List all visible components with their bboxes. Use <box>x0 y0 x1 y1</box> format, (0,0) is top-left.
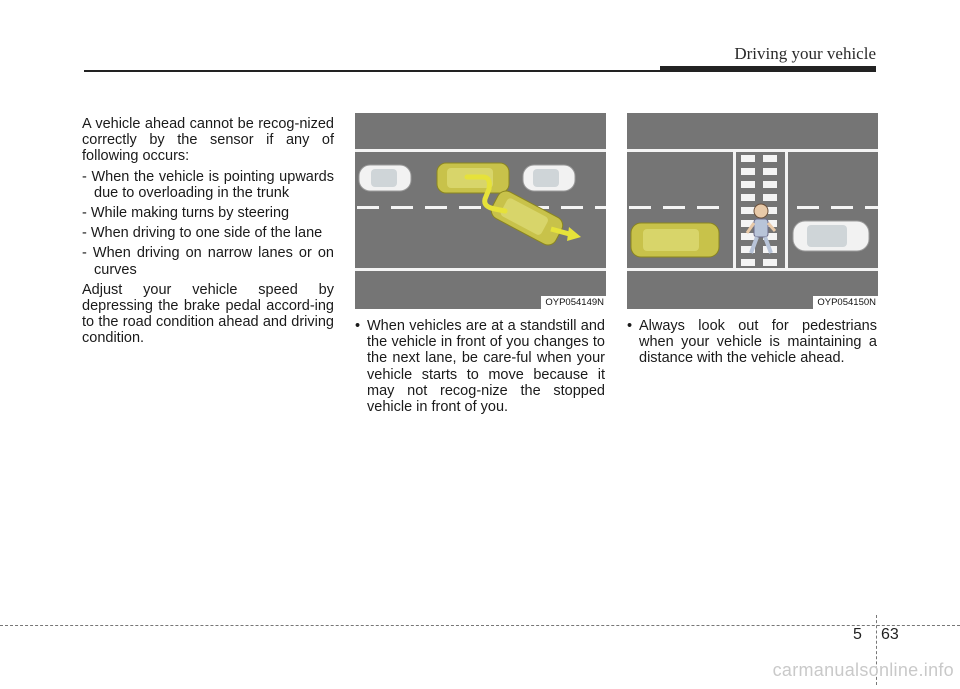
standstill-caution-column <box>355 318 605 415</box>
stopped-car-right-icon <box>523 165 575 191</box>
vehicle-ahead-icon <box>793 221 869 251</box>
condition-item: - When the vehicle is pointing upwards due to overloading in the trunk <box>82 168 334 201</box>
pedestrian-caution-column <box>627 318 877 367</box>
watermark: carmanualsonline.info <box>772 660 954 680</box>
condition-item: - When driving to one side of the lane <box>82 225 323 242</box>
bullet-paragraph <box>627 318 877 367</box>
bullet-marker: • <box>355 318 361 334</box>
condition-item: - While making turns by steering <box>82 205 290 222</box>
lane-edge-line <box>627 149 878 152</box>
lane-edge-line <box>355 268 606 271</box>
left-text-column <box>82 116 334 347</box>
footer-rule <box>0 625 960 626</box>
figure-code: OYP054149N <box>541 296 606 309</box>
bullet-marker: • <box>627 318 633 334</box>
header-rule-accent <box>660 66 876 72</box>
condition-item: - When driving on narrow lanes or on curves <box>82 245 334 278</box>
bullet-paragraph <box>355 318 605 415</box>
section-title: Driving your vehicle <box>734 44 876 63</box>
lane-edge-line <box>355 149 606 152</box>
bullet-text: Always look out for pedestrians when your vehicle is maintaining a distance with the vehicle ahead. <box>639 318 877 367</box>
road-surface <box>355 113 606 309</box>
chapter-number: 5 <box>853 626 862 643</box>
lane-change-illustration <box>355 113 606 309</box>
page-number: 63 <box>881 626 899 643</box>
bullet-text: When vehicles are at a standstill and the vehicle in front of you changes to the next lane, be care-ful when your vehicle starts to move because it may not recog-nize the stopped vehicle in front of you. <box>367 318 605 416</box>
advice-paragraph: Adjust your vehicle speed by depressing the brake pedal accord-ing to the road condition ahead and driving condition. <box>82 281 334 347</box>
pedestrian-crossing-illustration <box>627 113 878 309</box>
own-car-icon <box>631 223 719 257</box>
pedestrian-crossing-drawing <box>627 113 878 309</box>
intro-paragraph: A vehicle ahead cannot be recog-nized correctly by the sensor if any of following occurs: <box>82 116 334 165</box>
lane-edge-line <box>627 268 878 271</box>
lane-change-drawing <box>355 113 606 309</box>
figure-code: OYP054150N <box>813 296 878 309</box>
stopped-car-left-icon <box>359 165 411 191</box>
